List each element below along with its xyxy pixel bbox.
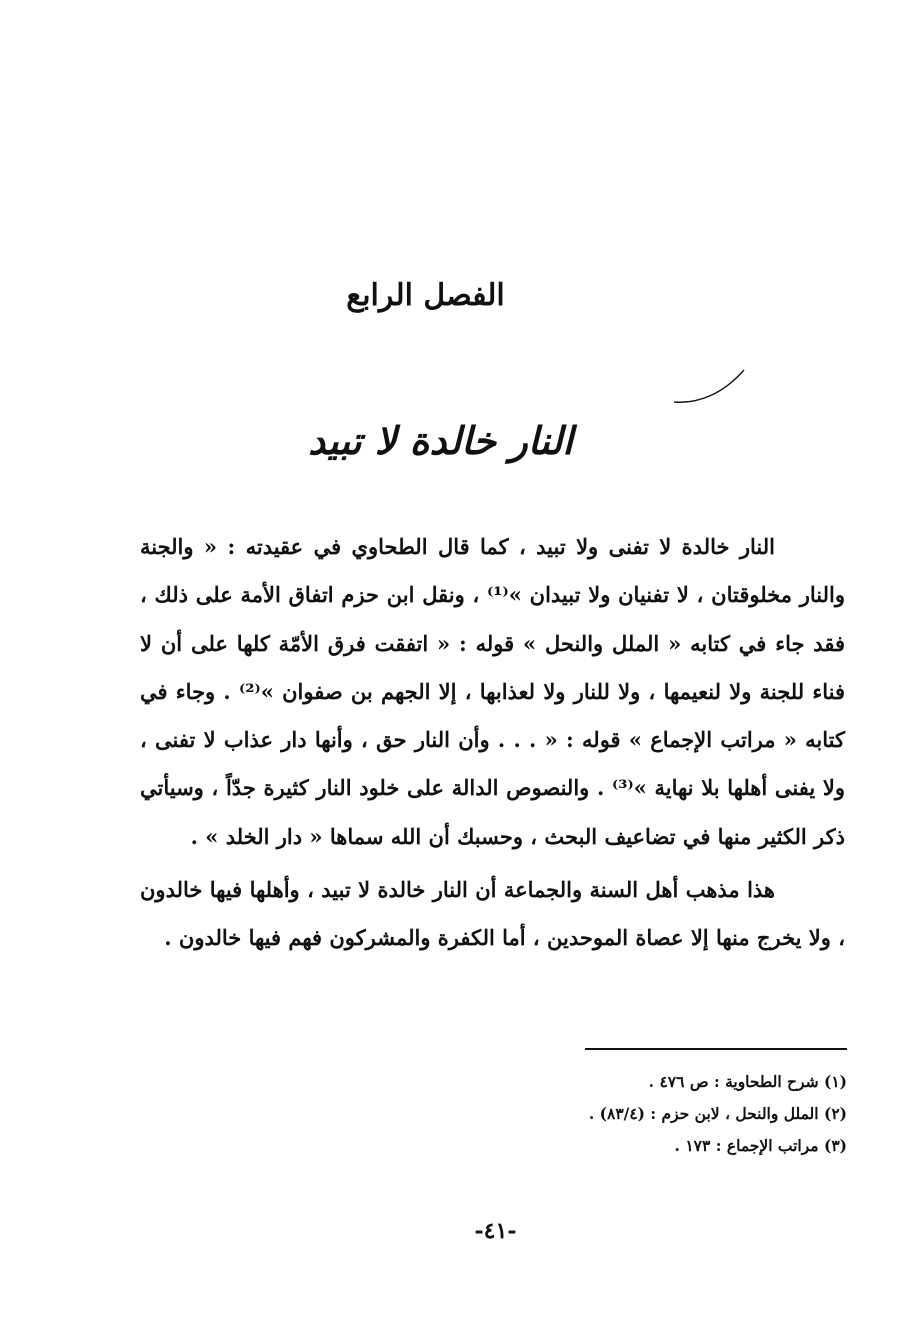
footnote: (١) شرح الطحاوية : ص ٤٧٦ . <box>648 1072 847 1091</box>
decorative-flourish <box>668 368 748 408</box>
footnote: (٢) الملل والنحل ، لابن حزم : (٨٣/٤) . <box>588 1104 847 1123</box>
chapter-title: النار خالدة لا تبيد <box>308 418 573 463</box>
footnote: (٣) مراتب الإجماع : ١٧٣ . <box>674 1136 847 1155</box>
footnote-divider <box>585 1048 847 1050</box>
body-paragraph: هذا مذهب أهل السنة والجماعة أن النار خالدة لا تبيد ، وأهلها فيها خالدون ، ولا يخرج منها إلا عصاة الموحدين ، أما الكفرة والمشركون فهم فيها خالدون . <box>140 877 845 951</box>
body-paragraph: النار خالدة لا تفنى ولا تبيد ، كما قال الطحاوي في عقيدته : « والجنة والنار مخلوقتان ، لا تفنيان ولا تبيدان »⁽¹⁾ ، ونقل ابن حزم اتفاق الأمة على ذلك ، فقد جاء في كتابه « الملل والنحل » قوله : « اتفقت فرق الأمّة كلها على أن لا فناء للجنة ولا لنعيمها ، ولا للنار ولا لعذابها ، إلا الجهم بن صفوان »⁽²⁾ . وجاء في كتابه « مراتب الإجماع » قوله : « . . . وأن النار حق ، وأنها دار عذاب لا تفنى ، ولا يفنى أهلها بلا نهاية »⁽³⁾ . والنصوص الدالة على خلود النار كثيرة جدّاً ، وسيأتي ذكر الكثير منها في تضاعيف البحث ، وحسبك أن الله سماها « دار الخلد » . <box>140 534 846 849</box>
footnotes <box>400 1066 847 1162</box>
chapter-heading: الفصل الرابع <box>346 278 505 313</box>
page-number: -٤١- <box>474 1218 517 1244</box>
